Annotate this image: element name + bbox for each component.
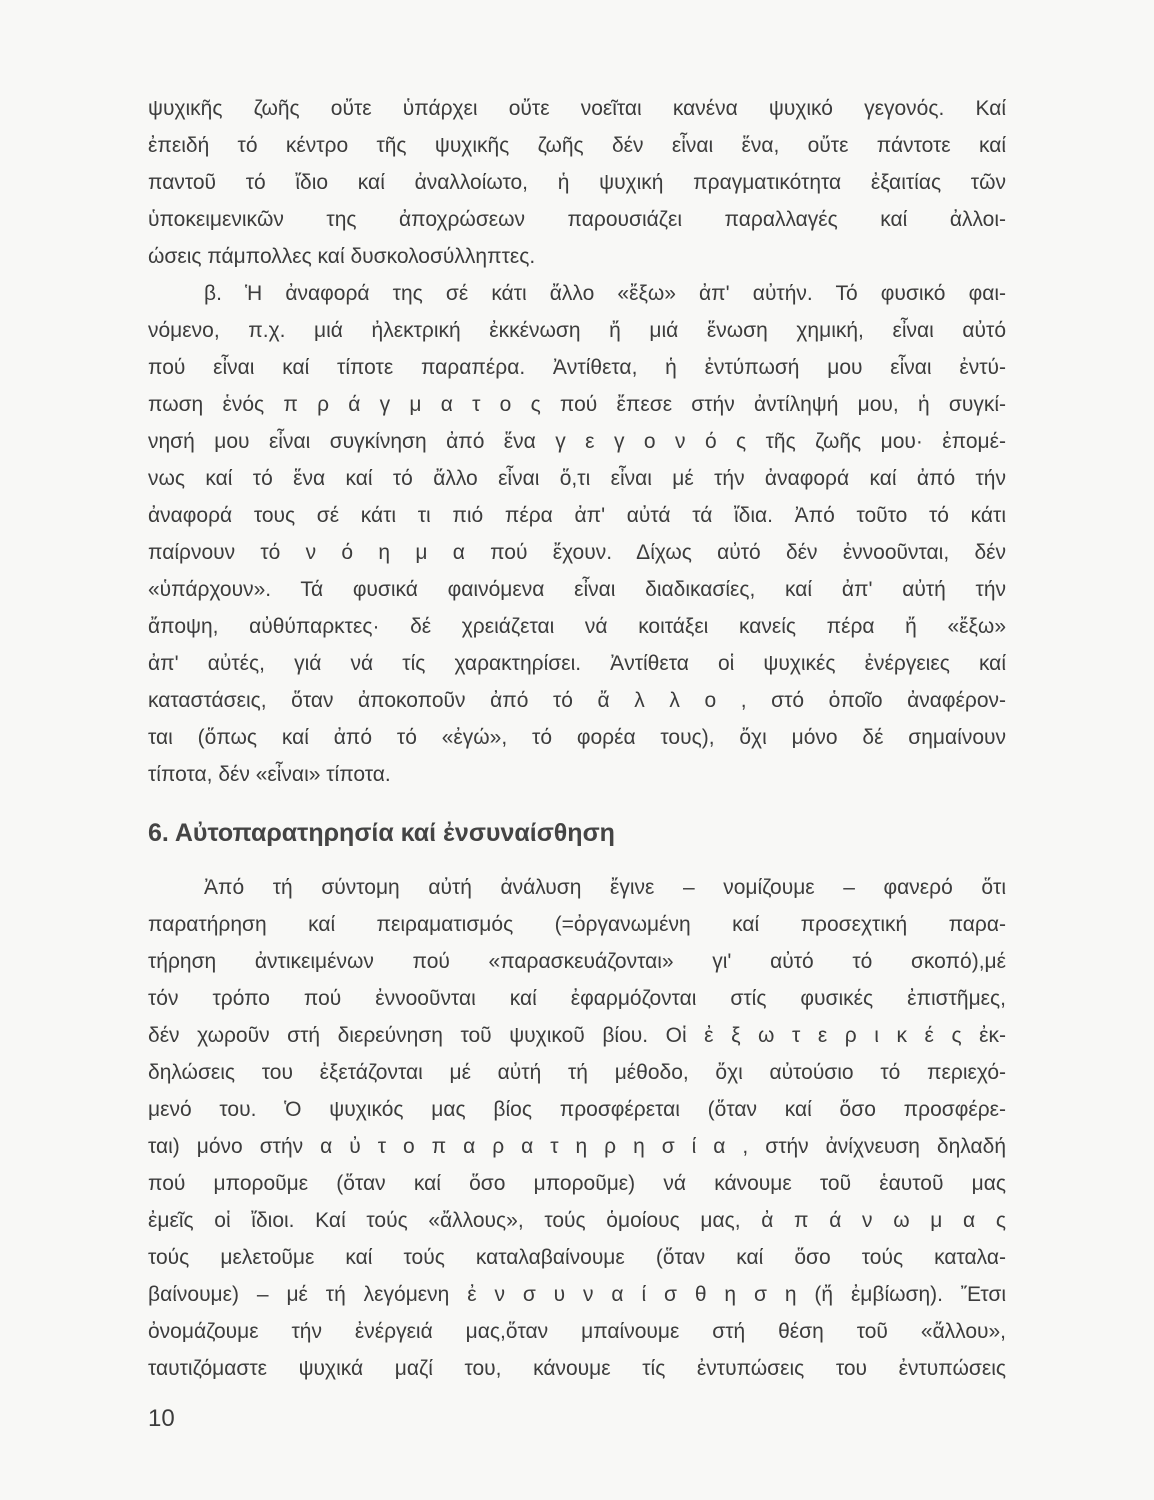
text-line: παρατήρηση καί πειραματισμός (=ὀργανωμένη καί προσεχτική παρα-: [148, 913, 1006, 936]
text-line: δέν χωροῦν στή διερεύνηση τοῦ ψυχικοῦ βίου. Οἱ ἐ ξ ω τ ε ρ ι κ έ ς ἐκ-: [148, 1024, 1006, 1047]
paragraph-6: [148, 869, 1006, 1387]
text-line: τούς μελετοῦμε καί τούς καταλαβαίνουμε (ὅταν καί ὅσο τούς καταλα-: [148, 1246, 1006, 1269]
page-body: [148, 90, 1006, 1387]
text-line: βαίνουμε) – μέ τή λεγόμενη ἐ ν σ υ ν α ί σ θ η σ η (ἤ ἐμβίωση). Ἔτσι: [148, 1283, 1006, 1306]
page-number: 10: [148, 1405, 175, 1432]
section-heading: 6. Αὐτοπαρατηρησία καί ἐνσυναίσθηση: [148, 819, 615, 847]
text-line: ἐπειδή τό κέντρο τῆς ψυχικῆς ζωῆς δέν εἶναι ἕνα, οὔτε πάντοτε καί: [148, 134, 1006, 157]
text-line: πωση ἑνός π ρ ά γ μ α τ ο ς πού ἔπεσε στήν ἀντίληψή μου, ἡ συγκί-: [148, 393, 1006, 416]
text-line: ἀπ' αὐτές, γιά νά τίς χαρακτηρίσει. Ἀντίθετα οἱ ψυχικές ἐνέργειες καί: [148, 652, 1006, 675]
text-line: ὑποκειμενικῶν της ἀποχρώσεων παρουσιάζει παραλλαγές καί ἀλλοι-: [148, 208, 1006, 231]
text-line: Ἀπό τή σύντομη αὐτή ἀνάλυση ἔγινε – νομίζουμε – φανερό ὅτι: [204, 876, 1006, 899]
text-line: «ὑπάρχουν». Τά φυσικά φαινόμενα εἶναι διαδικασίες, καί ἀπ' αὐτή τήν: [148, 578, 1006, 601]
text-line: παντοῦ τό ἴδιο καί ἀναλλοίωτο, ἡ ψυχική πραγματικότητα ἐξαιτίας τῶν: [148, 171, 1006, 194]
text-line: ἐμεῖς οἱ ἴδιοι. Καί τούς «ἄλλους», τούς ὁμοίους μας, ἀ π ά ν ω μ α ς: [148, 1209, 1006, 1232]
text-line: πού εἶναι καί τίποτε παραπέρα. Ἀντίθετα, ἡ ἐντύπωσή μου εἶναι ἐντύ-: [148, 356, 1006, 379]
text-line: ται) μόνο στήν α ὐ τ ο π α ρ α τ η ρ η σ ί α , στήν ἀνίχνευση δηλαδή: [148, 1135, 1006, 1158]
paragraph-a: [148, 90, 1006, 275]
text-line: ἀναφορά τους σέ κάτι τι πιό πέρα ἀπ' αὐτά τά ἴδια. Ἀπό τοῦτο τό κάτι: [148, 504, 1006, 527]
text-line: πού μποροῦμε (ὅταν καί ὅσο μποροῦμε) νά κάνουμε τοῦ ἑαυτοῦ μας: [148, 1172, 1006, 1195]
text-line: μενό του. Ὁ ψυχικός μας βίος προσφέρεται (ὅταν καί ὅσο προσφέρε-: [148, 1098, 1006, 1121]
text-line: νησή μου εἶναι συγκίνηση ἀπό ἕνα γ ε γ ο ν ό ς τῆς ζωῆς μου· ἐπομέ-: [148, 430, 1006, 453]
text-line: ὀνομάζουμε τήν ἐνέργειά μας,ὅταν μπαίνουμε στή θέση τοῦ «ἄλλου»,: [148, 1320, 1006, 1343]
paragraph-b: [148, 275, 1006, 793]
text-line: παίρνουν τό ν ό η μ α πού ἔχουν. Δίχως αὐτό δέν ἐννοοῦνται, δέν: [148, 541, 1006, 564]
text-line: καταστάσεις, ὅταν ἀποκοποῦν ἀπό τό ἄ λ λ ο , στό ὁποῖο ἀναφέρον-: [148, 689, 1006, 712]
text-line: νως καί τό ἕνα καί τό ἄλλο εἶναι ὅ,τι εἶναι μέ τήν ἀναφορά καί ἀπό τήν: [148, 467, 1006, 490]
text-line: τήρηση ἀντικειμένων πού «παρασκευάζονται» γι' αὐτό τό σκοπό),μέ: [148, 950, 1006, 973]
text-line: ψυχικῆς ζωῆς οὔτε ὑπάρχει οὔτε νοεῖται κανένα ψυχικό γεγονός. Καί: [148, 97, 1006, 120]
text-line: ται (ὅπως καί ἀπό τό «ἐγώ», τό φορέα τους), ὄχι μόνο δέ σημαίνουν: [148, 726, 1006, 749]
text-line: ἄποψη, αὐθύπαρκτες· δέ χρειάζεται νά κοιτάξει κανείς πέρα ἤ «ἔξω»: [148, 615, 1006, 638]
text-line: β. Ἡ ἀναφορά της σέ κάτι ἄλλο «ἔξω» ἀπ' αὐτήν. Τό φυσικό φαι-: [204, 282, 1006, 305]
text-line: ταυτιζόμαστε ψυχικά μαζί του, κάνουμε τίς ἐντυπώσεις του ἐντυπώσεις: [148, 1357, 1006, 1380]
text-line: νόμενο, π.χ. μιά ἠλεκτρική ἐκκένωση ἤ μιά ἕνωση χημική, εἶναι αὐτό: [148, 319, 1006, 342]
text-line: τόν τρόπο πού ἐννοοῦνται καί ἐφαρμόζονται στίς φυσικές ἐπιστῆμες,: [148, 987, 1006, 1010]
text-line: δηλώσεις του ἐξετάζονται μέ αὐτή τή μέθοδο, ὄχι αὐτούσιο τό περιεχό-: [148, 1061, 1006, 1084]
text-line: τίποτα, δέν «εἶναι» τίποτα.: [148, 763, 391, 786]
text-line: ώσεις πάμπολλες καί δυσκολοσύλληπτες.: [148, 245, 536, 268]
